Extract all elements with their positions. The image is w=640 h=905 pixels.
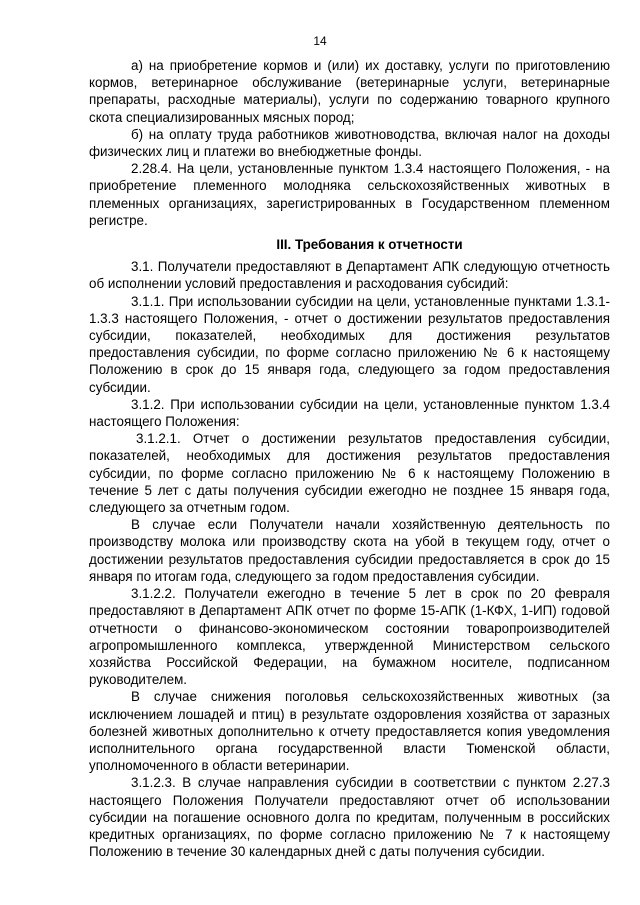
paragraph-3-1-1: 3.1.1. При использовании субсидии на цели, установленные пунктами 1.3.1-1.3.3 настоящего Положения, - отчет о достижении результатов предоставления субсидии, показателей, необходимых для достижения результатов предоставления субсидии, по форме согласно приложению № 6 к настоящему Положению в срок до 15 января года, следующего за годом предоставления субсидии.	[89, 293, 610, 395]
paragraph-3-1-2: 3.1.2. При использовании субсидии на цели, установленные пунктом 1.3.4 настоящего Положения:	[89, 396, 610, 430]
paragraph-2-28-4: 2.28.4. На цели, установленные пунктом 1.3.4 настоящего Положения, - на приобретение племенного молодняка сельскохозяйственных животных в племенных организациях, зарегистрированных в Государственном племенном регистре.	[89, 161, 610, 228]
paragraph-new-activity: В случае если Получатели начали хозяйственную деятельность по производству молока или производству скота на убой в текущем году, отчет о достижении результатов предоставления субсидии предоставляется в срок до 15 января по итогам года, следующего за годом предоставления субсидии.	[89, 517, 610, 584]
paragraph-3-1: 3.1. Получатели предоставляют в Департамент АПК следующую отчетность об исполнении условий предоставления и расходования субсидий:	[89, 259, 610, 292]
paragraph-item-b: б) на оплату труда работников животноводства, включая налог на доходы физических лиц и платежи во внебюджетные фонды.	[89, 126, 610, 160]
paragraph-livestock-decrease: В случае снижения поголовья сельскохозяйственных животных (за исключением лошадей и птиц) в результате оздоровления хозяйства от заразных болезней животных дополнительно к отчету предоставляется копия уведомления исполнительного органа государственной власти Тюменской области, уполномоченного в области ветеринарии.	[89, 689, 610, 774]
paragraph-3-1-2-1: 3.1.2.1. Отчет о достижении результатов предоставления субсидии, показателей, необходимых для достижения результатов предоставления субсидии, по форме согласно приложению № 6 к настоящему Положению в течение 5 лет с даты получения субсидии ежегодно не позднее 15 января года, следующего за отчетным годом.	[89, 431, 610, 516]
section-heading: III. Требования к отчетности	[276, 237, 463, 253]
paragraph-3-1-2-3: 3.1.2.3. В случае направления субсидии в соответствии с пунктом 2.27.3 настоящего Положения Получатели предоставляют отчет об использовании субсидии на погашение основного долга по кредитам, полученным в российских кредитных организациях, по форме согласно приложению № 7 к настоящему Положению в течение 30 календарных дней с даты получения субсидии.	[89, 775, 610, 860]
body-text	[89, 57, 610, 860]
paragraph-item-a: а) на приобретение кормов и (или) их доставку, услуги по приготовлению кормов, ветеринарное обслуживание (ветеринарные услуги, ветеринарные препараты, расходные материалы), услуги по содержанию товарного крупного скота специализированных мясных пород;	[89, 58, 610, 125]
page-number: 14	[313, 34, 327, 48]
paragraph-3-1-2-2: 3.1.2.2. Получатели ежегодно в течение 5 лет в срок по 20 февраля предоставляют в Департамент АПК отчет по форме 15-АПК (1-КФХ, 1-ИП) годовой отчетности о финансово-экономическом состоянии товаропроизводителей агропромышленного комплекса, утвержденной Министерством сельского хозяйства Российской Федерации, на бумажном носителе, подписанном руководителем.	[89, 586, 610, 688]
